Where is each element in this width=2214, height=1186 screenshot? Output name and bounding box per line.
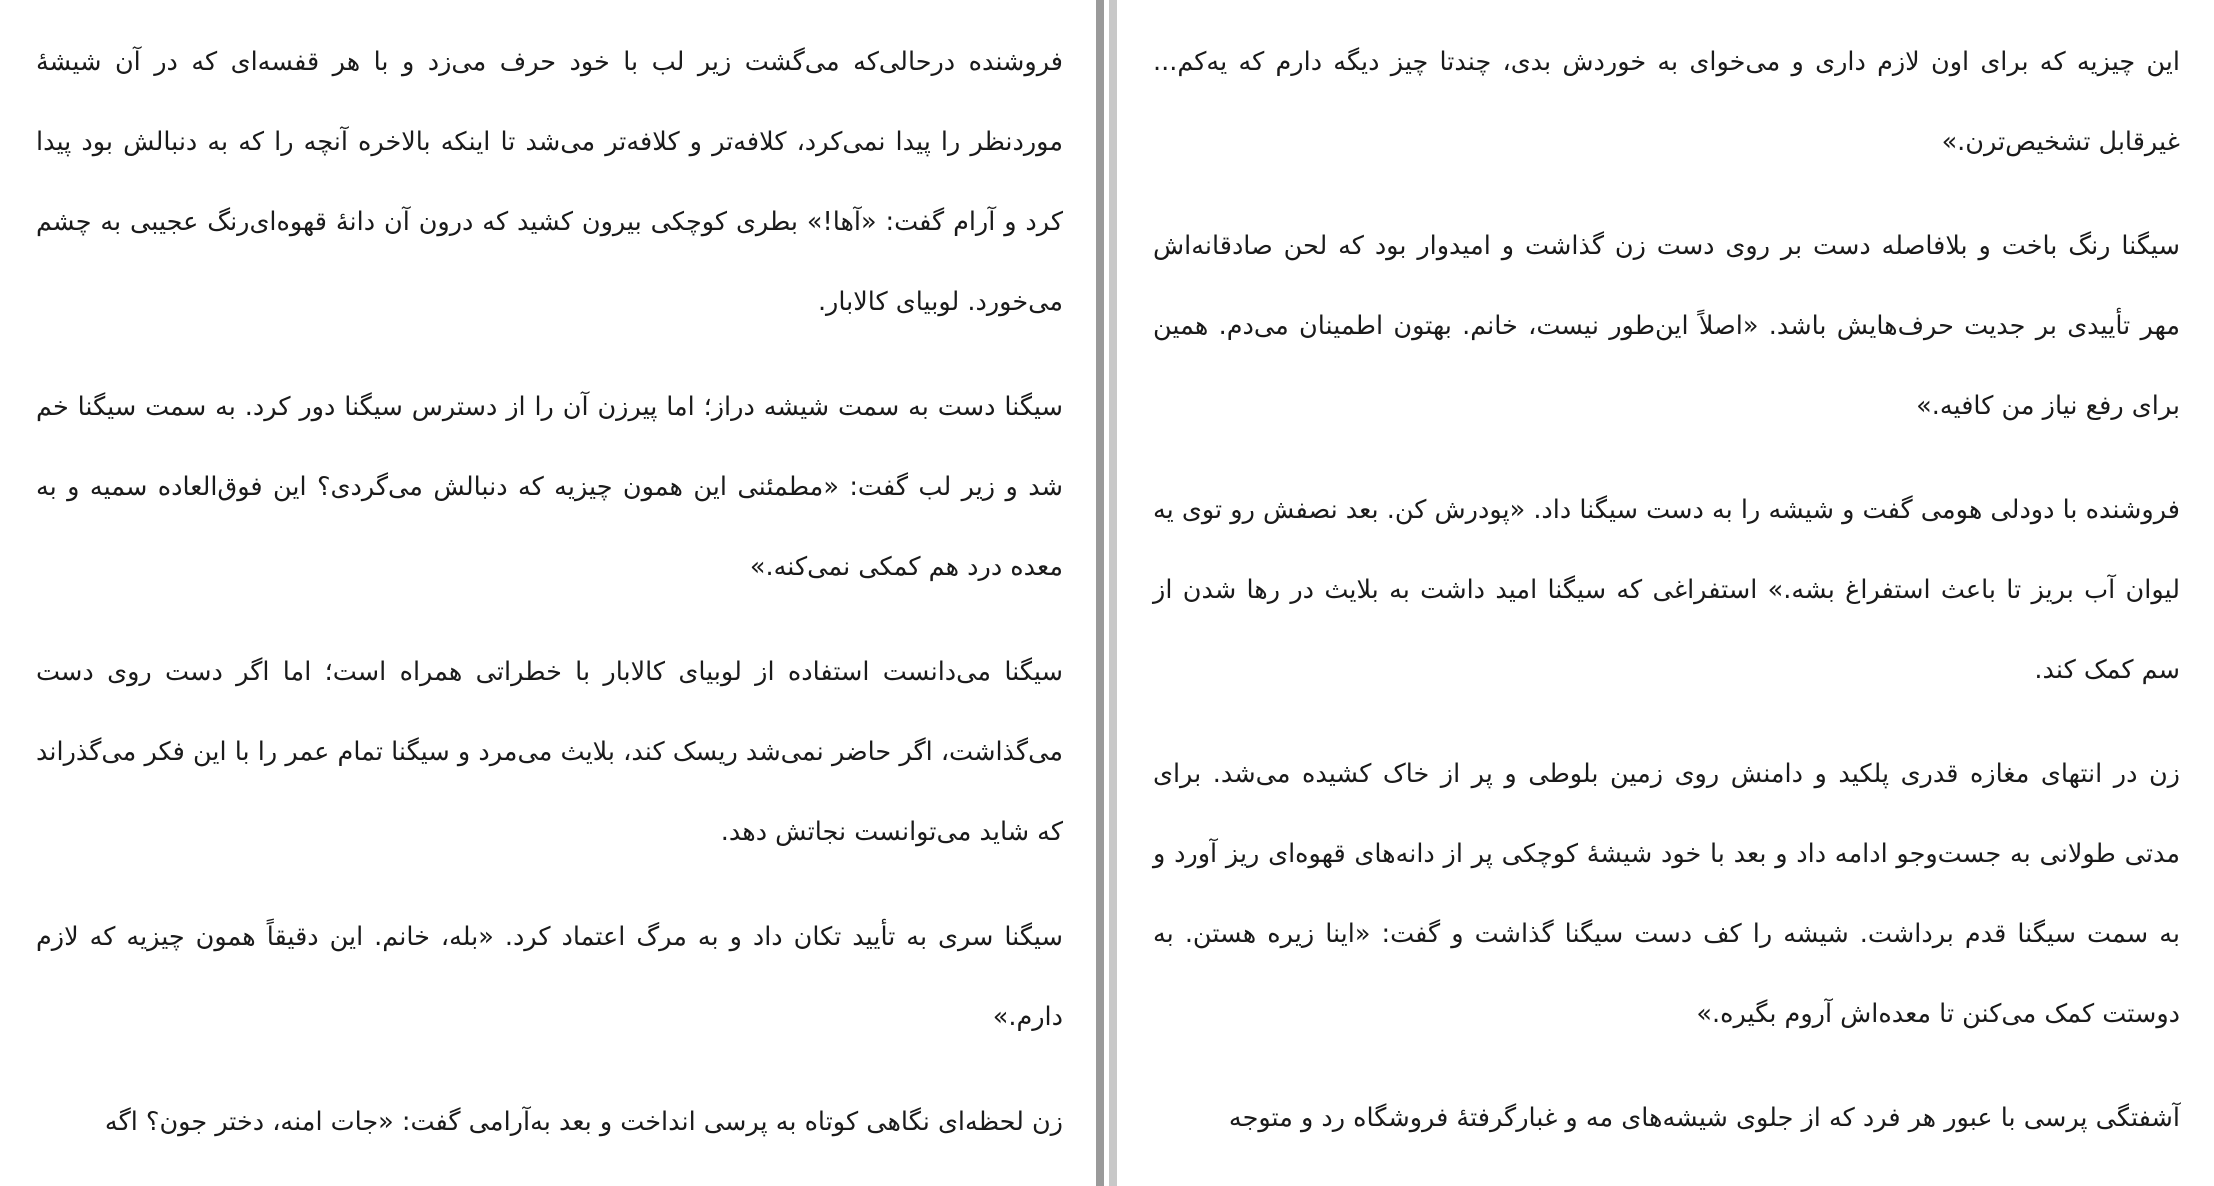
paragraph: زن لحظه‌ای نگاهی کوتاه به پرسی انداخت و بعد به‌آرامی گفت: «جات امنه، دختر جون؟ اگه (104, 1107, 1063, 1137)
paragraph: سیگنا سری به تأیید تکان داد و به مرگ اعتماد کرد. «بله، خانم. این دقیقاً همون چیزیه که لازم دارم.» (36, 922, 1063, 1032)
left-page (0, 0, 1083, 1186)
paragraph: سیگنا دست به سمت شیشه دراز؛ اما پیرزن آن را از دسترس سیگنا دور کرد. به سمت سیگنا خم شد و زیر لب گفت: «مطمئنی این همون چیزیه که دنبالش می‌گردی؟ این فوق‌العاده سمیه و به معده درد هم کمکی نمی‌کنه.» (36, 392, 1063, 582)
paragraph: آشفتگی پرسی با عبور هر فرد که از جلوی شیشه‌های مه و غبارگرفتهٔ فروشگاه رد و متوجه (1228, 1103, 2180, 1133)
right-page (1117, 0, 2214, 1186)
page-gutter-left (1096, 0, 1104, 1186)
paragraph: این چیزیه که برای اون لازم داری و می‌خوای به خوردش بدی، چندتا چیز دیگه دارم که یه‌کم... غیرقابل تشخیص‌ترن.» (1153, 47, 2180, 157)
paragraph: سیگنا رنگ باخت و بلافاصله دست بر روی دست زن گذاشت و امیدوار بود که لحن صادقانه‌اش مهر تأییدی بر جدیت حرف‌هایش باشد. «اصلاً این‌طور نیست، خانم. بهتون اطمینان می‌دم. همین برای رفع نیاز من کافیه.» (1153, 231, 2180, 421)
paragraph: سیگنا می‌دانست استفاده از لوبیای کالابار با خطراتی همراه است؛ اما اگر دست روی دست می‌گذاشت، اگر حاضر نمی‌شد ریسک کند، بلایث می‌مرد و سیگنا تمام عمر را با این فکر می‌گذراند که شاید می‌توانست نجاتش دهد. (36, 657, 1063, 847)
page-gutter-right (1109, 0, 1117, 1186)
paragraph: زن در انتهای مغازه قدری پلکید و دامنش روی زمین بلوطی و پر از خاک کشیده می‌شد. برای مدتی طولانی به جست‌وجو ادامه داد و بعد با خود شیشهٔ کوچکی پر از دانه‌های قهوه‌ای ریز آورد و به سمت سیگنا قدم برداشت. شیشه را کف دست سیگنا گذاشت و گفت: «اینا زیره هستن. به دوستت کمک می‌کنن تا معده‌اش آروم بگیره.» (1153, 759, 2180, 1029)
paragraph: فروشنده با دودلی هومی گفت و شیشه را به دست سیگنا داد. «پودرش کن. بعد نصفش رو توی یه لیوان آب بریز تا باعث استفراغ بشه.» استفراغی که سیگنا امید داشت به بلایث در رها شدن از سم کمک کند. (1153, 495, 2180, 685)
paragraph: فروشنده درحالی‌که می‌گشت زیر لب با خود حرف می‌زد و با هر قفسه‌ای که در آن شیشهٔ موردنظر را پیدا نمی‌کرد، کلافه‌تر و کلافه‌تر می‌شد تا اینکه بالاخره آنچه را که به دنبالش بود پیدا کرد و آرام گفت: «آها!» بطری کوچکی بیرون کشید که درون آن دانهٔ قهوه‌ای‌رنگ عجیبی به چشم می‌خورد. لوبیای کالابار. (36, 47, 1063, 317)
